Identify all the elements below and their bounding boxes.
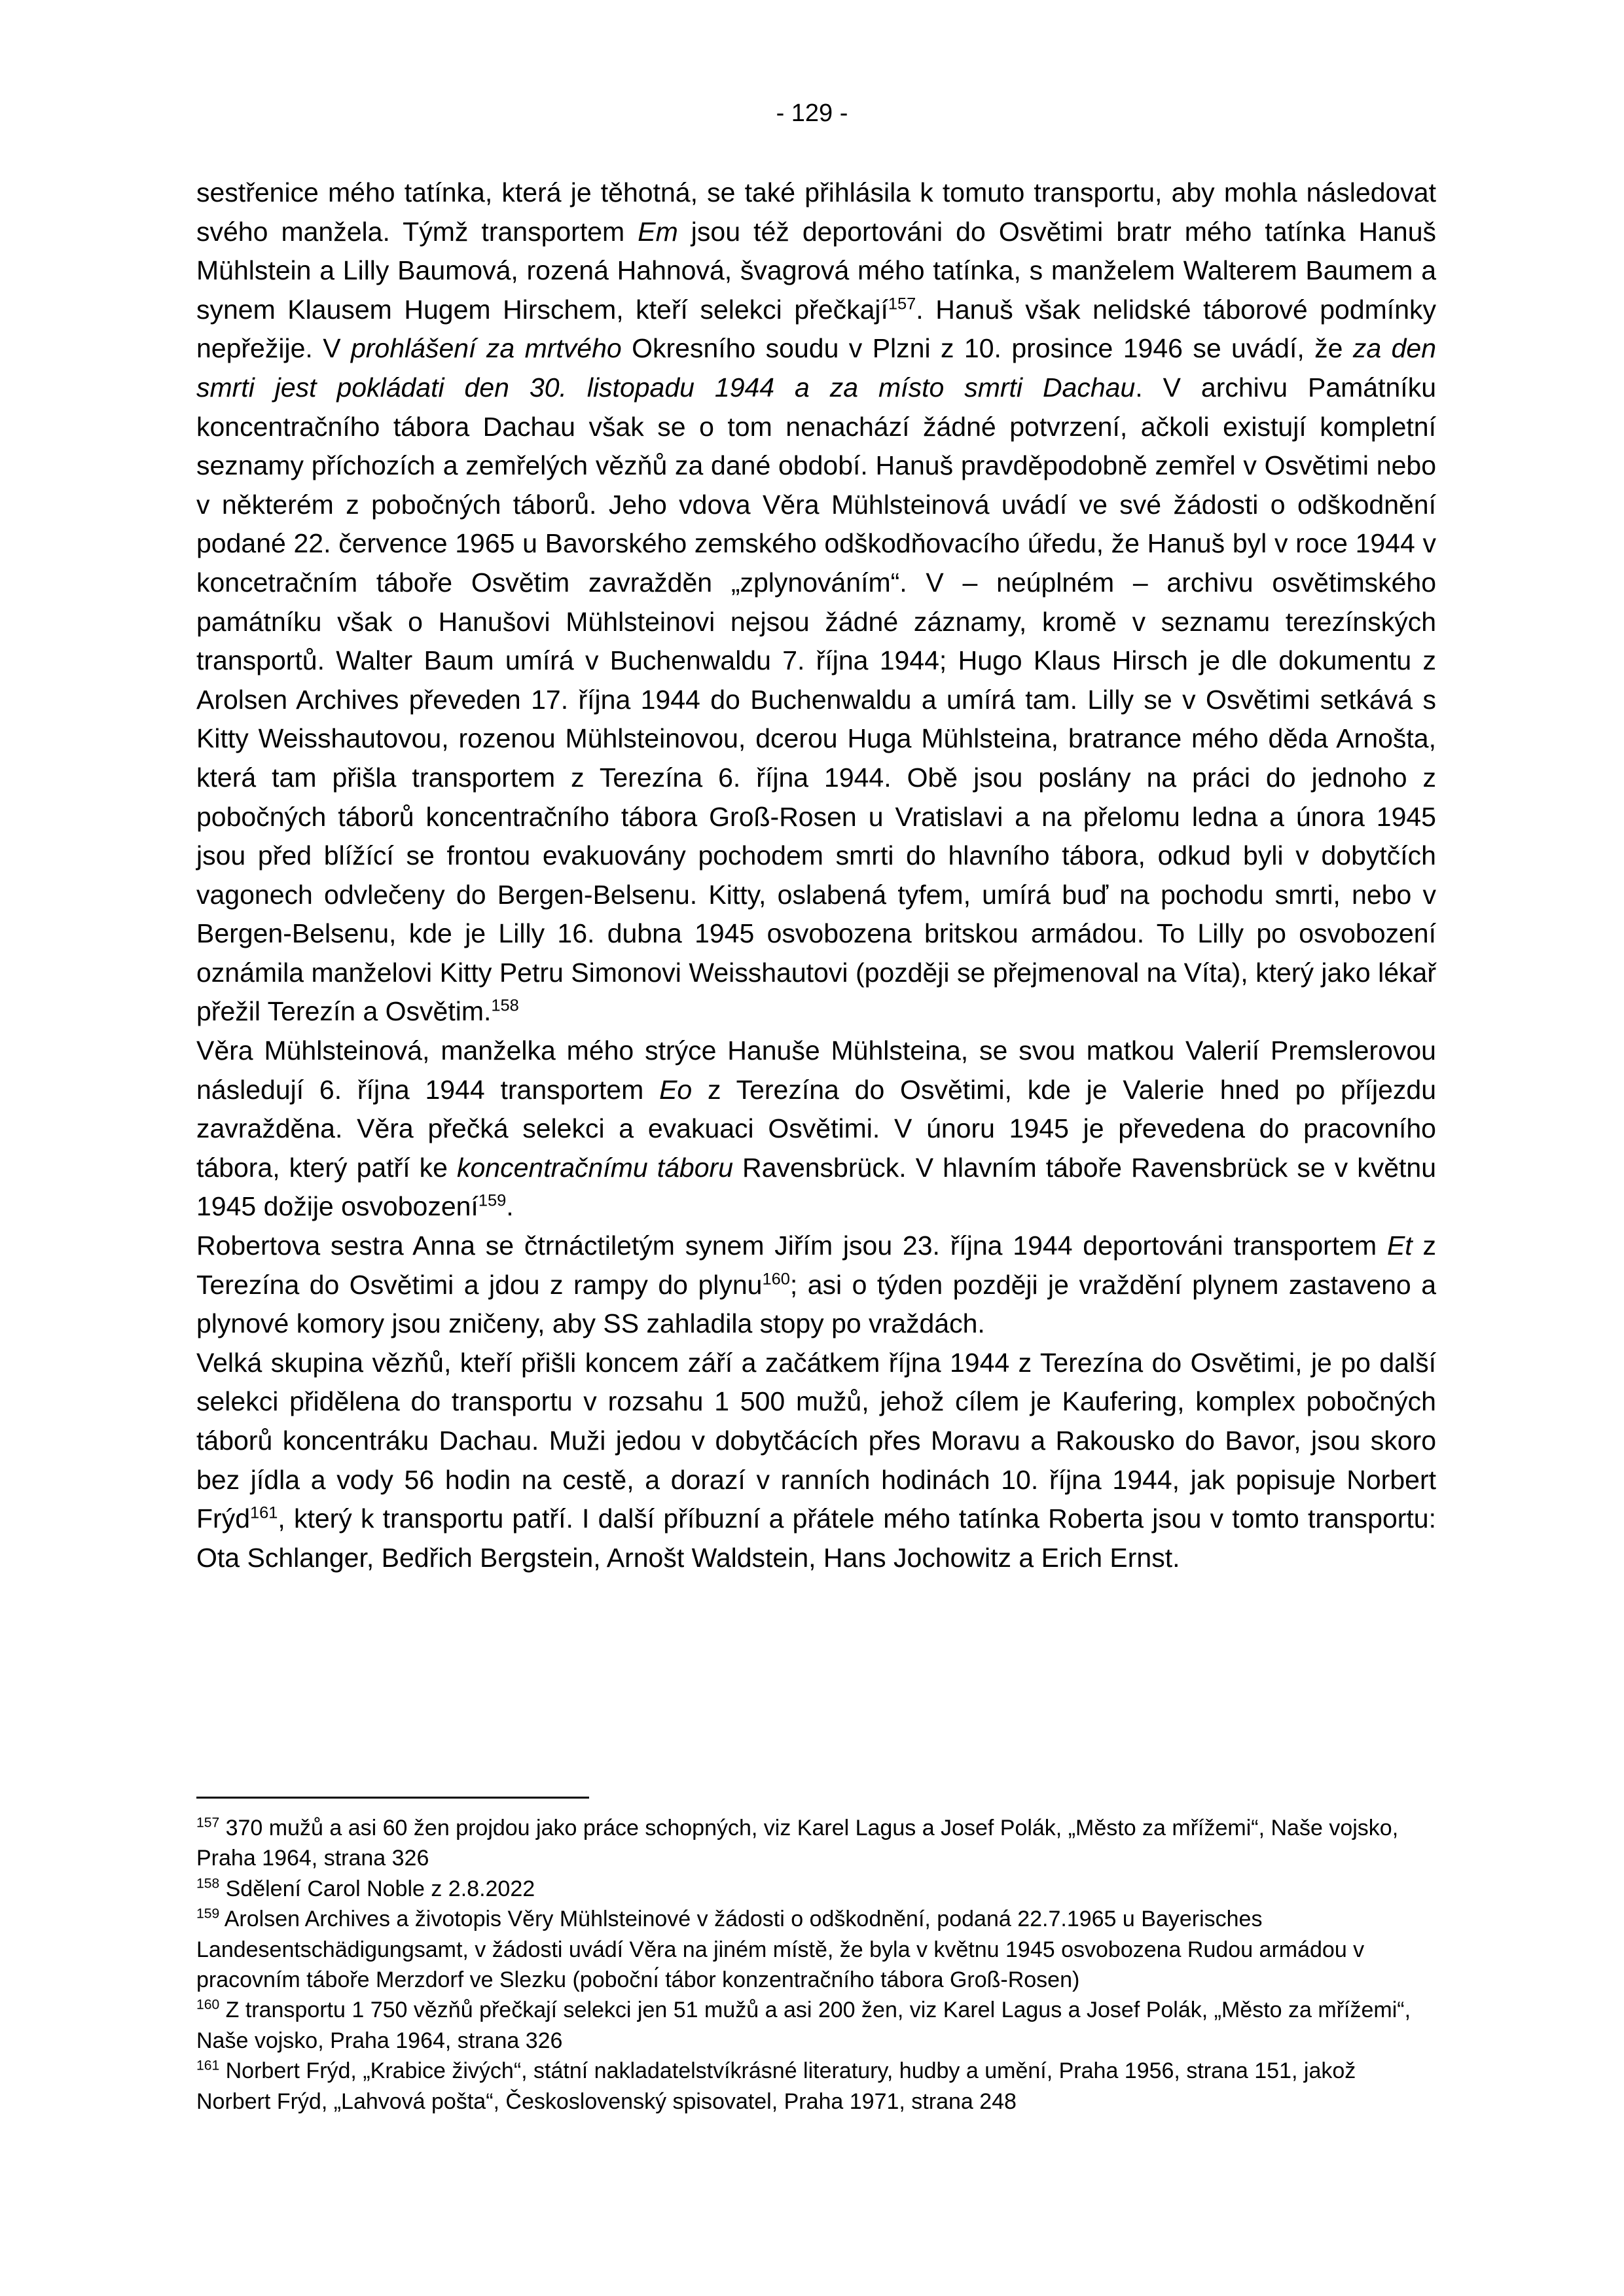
- footnote-number: 160: [196, 1998, 220, 2013]
- italic-text: koncentračnímu táboru: [457, 1152, 733, 1183]
- text-run: .: [506, 1191, 514, 1222]
- text-run: Věra Mühlsteinová, manželka mého strýce Hanuše Mühlsteina, se svou matkou Valerií Premslerovou následují 6. října 1944 transportem: [196, 1035, 1436, 1105]
- italic-text: za den smrti jest pokládati den 30. listopadu 1944 a za místo smrti Dachau: [196, 333, 1437, 403]
- italic-text: Et: [1386, 1230, 1413, 1261]
- footnote-text: Arolsen Archives a životopis Věry Mühlsteinové v žádosti o odškodnění, podaná 22.7.1965 u Bayerisches Landesentschädigungsamt, v žádosti uvádí Věra na jiném místě, že byla v květnu 1945 osvobozena Rudou armádou v pracovním táboře Merzdorf ve Slezku (pobočnı́ tábor konzentračního tábora Groß-Rosen): [196, 1907, 1365, 1993]
- paragraph: [196, 1344, 1436, 1578]
- italic-text: prohlášení za mrtvého: [350, 333, 622, 364]
- paragraph: [196, 1031, 1436, 1227]
- footnote-number: 161: [196, 2058, 220, 2073]
- paragraph: [196, 1227, 1436, 1344]
- footnote-reference: 158: [491, 996, 519, 1015]
- body-text: [196, 173, 1436, 1577]
- footnote: [196, 1904, 1436, 1995]
- footnote-number: 159: [196, 1906, 220, 1922]
- text-run: . Hanuš však nelidské táborové podmínky nepřežije. V: [196, 294, 1436, 364]
- footnote: [196, 1995, 1436, 2056]
- footnote-reference: 157: [888, 295, 916, 314]
- text-run: . V archivu Památníku koncentračního tábora Dachau však se o tom nenachází žádné potvrzení, ačkoli existují kompletní seznamy příchozích a zemřelých vězňů za dané období. Hanuš pravděpodobně zemřel v Osvětimi nebo v některém z pobočných táborů. Jeho vdova Věra Mühlsteinová uvádí ve své žádosti o odškodnění podané 22. července 1965 u Bavorského zemského odškodňovacího úředu, že Hanuš byl v roce 1944 v koncetračním táboře Osvětim zavražděn „zplynováním“. V – neúplném – archivu osvětimského památníku však o Hanušovi Mühlsteinovi nejsou žádné záznamy, kromě v seznamu terezínských transportů. Walter Baum umírá v Buchenwaldu 7. října 1944; Hugo Klaus Hirsch je dle dokumentu z Arolsen Archives převeden 17. října 1944 do Buchenwaldu a umírá tam. Lilly se v Osvětimi setkává s Kitty Weisshautovou, rozenou Mühlsteinovou, dcerou Huga Mühlsteina, bratrance mého děda Arnošta, která tam přišla transportem z Terezína 6. října 1944. Obě jsou poslány na práci do jednoho z pobočných táborů koncentračního tábora Groß-Rosen u Vratislavi a na přelomu ledna a února 1945 jsou před blížící se frontou evakuovány pochodem smrti do hlavního tábora, odkud byli v dobytčích vagonech odvlečeny do Bergen-Belsenu. Kitty, oslabená tyfem, umírá buď na pochodu smrti, nebo v Bergen-Belsenu, kde je Lilly 16. dubna 1945 osvobozena britskou armádou. To Lilly po osvobození oznámila manželovi Kitty Petru Simonovi Weisshautovi (později se přejmenoval na Víta), který jako lékař přežil Terezín a Osvětim.: [196, 372, 1436, 1027]
- text-run: , který k transportu patří. I další příbuzní a přátele mého tatínka Roberta jsou v tomto transportu: Ota Schlanger, Bedřich Bergstein, Arnošt Waldstein, Hans Jochowitz a Erich Ernst.: [196, 1503, 1436, 1573]
- text-run: jsou též deportováni do Osvětimi bratr mého tatínka Hanuš Mühlstein a Lilly Baumová, rozená Hahnová, švagrová mého tatínka, s manželem Walterem Baumem a synem Klausem Hugem Hirschem, kteří selekci přečkají: [196, 216, 1436, 325]
- italic-text: Em: [638, 216, 678, 247]
- text-run: Okresního soudu v Plzni z 10. prosince 1946 se uvádí, že: [621, 333, 1353, 364]
- text-run: Ravensbrück. V hlavním táboře Ravensbrück se v květnu 1945 dožije osvobození: [196, 1152, 1437, 1222]
- footnote-number: 157: [196, 1815, 220, 1831]
- text-run: ; asi o týden později je vraždění plynem zastaveno a plynové komory jsou zničeny, aby SS zahladila stopy po vraždách.: [196, 1269, 1436, 1339]
- italic-text: Eo: [659, 1074, 693, 1105]
- footnote-text: Sdělení Carol Noble z 2.8.2022: [219, 1876, 535, 1901]
- text-run: Robertova sestra Anna se čtrnáctiletým synem Jiřím jsou 23. října 1944 deportováni transportem: [196, 1230, 1387, 1261]
- footnote: [196, 1813, 1436, 1874]
- text-run: sestřenice mého tatínka, která je těhotná, se také přihlásila k tomuto transportu, aby mohla následovat svého manžela. Týmž transportem: [196, 177, 1436, 247]
- paragraph: [196, 173, 1436, 1031]
- footnote-reference: 160: [762, 1269, 790, 1288]
- footnote: [196, 1874, 1436, 1904]
- text-run: z Terezína do Osvětimi, kde je Valerie hned po příjezdu zavražděna. Věra přečká selekci a evakuaci Osvětimi. V únoru 1945 je převedena do pracovního tábora, který patří ke: [196, 1074, 1436, 1183]
- page-number: - 129 -: [776, 99, 848, 127]
- text-run: Velká skupina vězňů, kteří přišli koncem září a začátkem října 1944 z Terezína do Osvětimi, je po další selekci přidělena do transportu v rozsahu 1 500 mužů, jehož cílem je Kaufering, komplex pobočných táborů koncentráku Dachau. Muži jedou v dobytčácích přes Moravu a Rakousko do Bavor, jsou skoro bez jídla a vody 56 hodin na cestě, a dorazí v ranních hodinách 10. října 1944, jak popisuje Norbert Frýd: [196, 1347, 1436, 1534]
- footnote-number: 158: [196, 1876, 220, 1892]
- footnote-text: 370 mužů a asi 60 žen projdou jako práce schopných, viz Karel Lagus a Josef Polák, „Město za mřížemi“, Naše vojsko, Praha 1964, strana 326: [196, 1816, 1399, 1871]
- footnote-text: Norbert Frýd, „Krabice živých“, státní nakladatelstvíkrásné literatury, hudby a umění, Praha 1956, strana 151, jakož Norbert Frýd, „Lahvová pošta“, Československý spisovatel, Praha 1971, strana 248: [196, 2058, 1356, 2114]
- footnote-reference: 159: [478, 1191, 507, 1210]
- footnotes: [196, 1813, 1436, 2117]
- text-run: z Terezína do Osvětimi a jdou z rampy do plynu: [196, 1230, 1436, 1300]
- footnote-separator: [196, 1797, 589, 1799]
- footnote-reference: 161: [250, 1503, 278, 1522]
- footnote-text: Z transportu 1 750 vězňů přečkají selekci jen 51 mužů a asi 200 žen, viz Karel Lagus a Josef Polák, „Město za mřížemi“, Naše vojsko, Praha 1964, strana 326: [196, 1998, 1411, 2053]
- footnote: [196, 2056, 1436, 2117]
